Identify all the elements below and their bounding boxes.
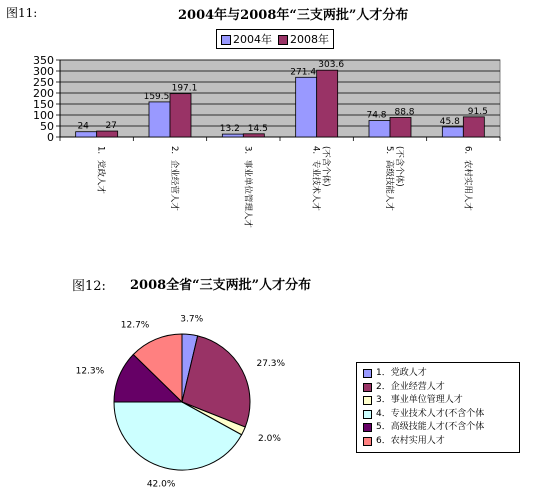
- data-label: 303.6: [318, 60, 345, 71]
- x-tick-label: 5．高级技能人才: [384, 146, 394, 211]
- pie-legend-item-5: [363, 421, 513, 435]
- pie-legend-item-4: [363, 408, 513, 422]
- bar-2004: [442, 127, 463, 137]
- data-label: 88.8: [394, 107, 415, 118]
- x-tick-label: 2．企业经营人才: [169, 146, 179, 211]
- bar-2004: [296, 77, 317, 137]
- pie-legend-item-2: [363, 381, 513, 395]
- pie-legend-swatch-2: [363, 383, 372, 392]
- legend-label-2008: 2008年: [290, 33, 329, 46]
- y-tick-label: 300: [33, 65, 54, 78]
- bar-chart-title: 2004年与2008年“三支两批”人才分布: [178, 8, 409, 23]
- bar-2008: [463, 117, 484, 137]
- pie-legend-label-4: 4．专业技术人才(不含个体: [376, 408, 485, 419]
- figure12-label: 图12:: [72, 279, 106, 294]
- bar-2004: [369, 121, 390, 137]
- pie-slice-label: 2.0%: [258, 433, 281, 444]
- pie-slice-label: 27.3%: [256, 359, 286, 370]
- pie-legend-swatch-6: [363, 437, 372, 446]
- pie-legend-swatch-1: [363, 369, 372, 378]
- figure11-label: 图11:: [6, 6, 38, 20]
- bar-2008: [390, 117, 411, 137]
- pie-legend-item-6: [363, 435, 513, 449]
- pie-slice-label: 42.0%: [146, 479, 176, 490]
- pie-legend-item-3: [363, 394, 513, 408]
- pie-legend-item-1: [363, 367, 513, 381]
- data-label: 13.2: [219, 124, 240, 135]
- pie-legend-label-3: 3．事业单位管理人才: [376, 395, 463, 405]
- data-label: 91.5: [467, 106, 488, 117]
- y-tick-label: 250: [33, 76, 54, 89]
- y-tick-label: 0: [47, 131, 54, 144]
- y-tick-label: 100: [33, 109, 54, 122]
- y-tick-label: 350: [33, 54, 54, 67]
- x-tick-label: 6．农村实用人才: [462, 146, 473, 211]
- bar-chart-grid: [56, 60, 500, 141]
- x-tick-label: 1．党政人才: [95, 146, 106, 194]
- legend-label-2004: 2004年: [233, 33, 272, 46]
- data-label: 74.8: [366, 110, 387, 121]
- x-tick-label: 4．专业技术人才: [310, 146, 321, 211]
- data-label: 271.4: [290, 67, 317, 78]
- bar-2008: [243, 134, 264, 137]
- pie-legend-label-5: 5．高级技能人才(不含个体: [376, 422, 485, 432]
- pie-slice-label: 12.3%: [75, 366, 105, 377]
- bar-2004: [149, 102, 170, 137]
- bar-chart-y-ticks: [33, 54, 54, 144]
- pie-legend-swatch-5: [363, 423, 372, 432]
- data-label: 24: [77, 121, 89, 132]
- data-label: 14.5: [247, 123, 268, 134]
- plot-area: [60, 60, 500, 137]
- bar-2008: [170, 94, 191, 137]
- bar-2004: [222, 134, 243, 137]
- y-tick-label: 150: [33, 98, 54, 111]
- data-label: 27: [105, 121, 117, 132]
- pie-legend-label-1: 1．党政人才: [376, 368, 427, 378]
- pie-legend-swatch-4: [363, 410, 372, 419]
- y-tick-label: 200: [33, 87, 54, 100]
- pie-chart-slices: [114, 334, 250, 470]
- data-label: 197.1: [171, 83, 198, 94]
- pie-slice-label: 12.7%: [120, 320, 150, 331]
- x-tick-label: (不含个体): [394, 146, 404, 187]
- pie-chart: [0, 300, 340, 496]
- x-tick-label: 3．事业单位管理人才: [242, 146, 253, 228]
- pie-figure-title: 2008全省“三支两批”人才分布: [130, 278, 312, 293]
- y-tick-label: 50: [40, 120, 54, 133]
- pie-chart-legend: [356, 362, 520, 453]
- bar-2008: [97, 131, 118, 137]
- x-tick-label: (不含个体): [320, 146, 331, 187]
- bar-2004: [76, 132, 97, 137]
- pie-legend-swatch-3: [363, 396, 372, 405]
- bar-2008: [317, 70, 338, 137]
- pie-legend-label-2: 2．企业经营人才: [376, 381, 445, 392]
- data-label: 159.5: [143, 91, 170, 102]
- data-label: 45.8: [439, 116, 460, 127]
- pie-legend-label-6: 6．农村实用人才: [376, 435, 445, 446]
- bar-chart-x-ticks: [96, 146, 474, 228]
- pie-slice-label: 3.7%: [180, 314, 204, 325]
